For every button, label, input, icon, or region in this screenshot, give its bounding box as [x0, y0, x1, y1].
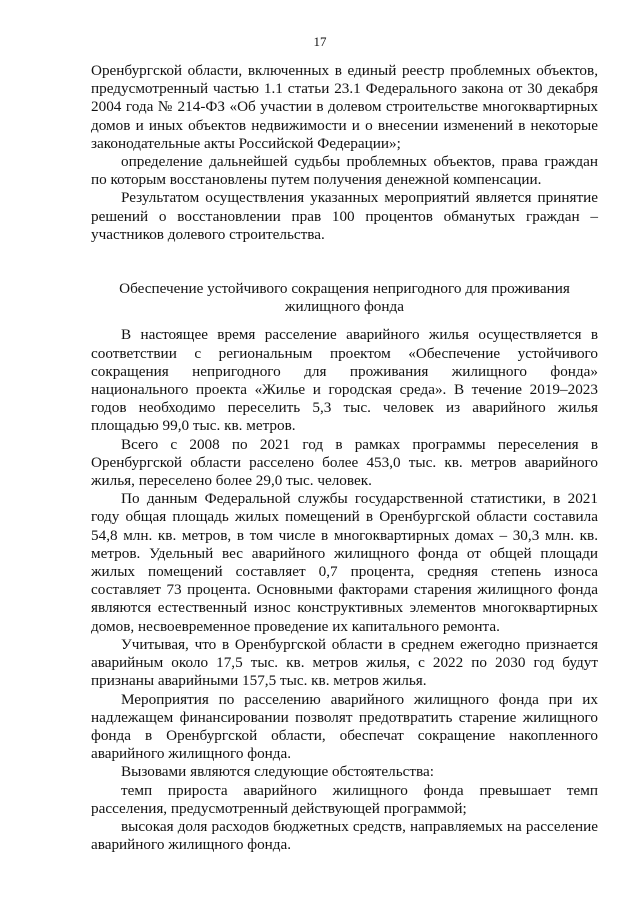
- paragraph: Оренбургской области, включенных в единый реестр проблемных объектов, предусмотренный частью 1.1 статьи 23.1 Федерального закона от 30 декабря 2004 года № 214-ФЗ «Об участии в долевом строительстве многоквартирных домов и иных объектов недвижимости и о внесении изменений в некоторые законодательные акты Российской Федерации»;: [91, 62, 598, 152]
- page-number: 17: [313, 34, 327, 49]
- paragraph: В настоящее время расселение аварийного жилья осуществляется в соответствии с региональным проектом «Обеспечение устойчивого сокращения непригодного для проживания жилищного фонда» национального проекта «Жилье и городская среда». В течение 2019–2023 годов необходимо переселить 5,3 тыс. человек из аварийного жилья площадью 99,0 тыс. кв. метров.: [91, 326, 598, 435]
- paragraph: Мероприятия по расселению аварийного жилищного фонда при их надлежащем финансировании позволят предотвратить старение жилищного фонда в Оренбургской области, обеспечат сокращение накопленного аварийного жилищного фонда.: [91, 690, 598, 763]
- paragraph: Всего с 2008 по 2021 год в рамках программы переселения в Оренбургской области расселено более 453,0 тыс. кв. метров аварийного жилья, переселено более 29,0 тыс. человек.: [91, 435, 598, 490]
- paragraph: По данным Федеральной службы государственной статистики, в 2021 году общая площадь жилых помещений в Оренбургской области составила 54,8 млн. кв. метров, в том числе в многоквартирных домах – 30,3 млн. кв. метров. Удельный вес аварийного жилищного фонда от общей площади жилых помещений составляет 0,7 процента, средняя степень износа составляет 73 процента. Основными факторами старения жилищного фонда являются естественный износ конструктивных элементов многоквартирных домов, несвоевременное проведение их капитального ремонта.: [91, 490, 598, 635]
- paragraph: высокая доля расходов бюджетных средств, направляемых на расселение аварийного жилищного фонда.: [91, 817, 598, 854]
- section-heading: Обеспечение устойчивого сокращения непригодного для проживания жилищного фонда: [119, 280, 570, 316]
- document-body: [91, 62, 598, 854]
- paragraph: темп прироста аварийного жилищного фонда превышает темп расселения, предусмотренный действующей программой;: [91, 781, 598, 817]
- paragraph: Результатом осуществления указанных мероприятий является принятие решений о восстановлении прав 100 процентов обманутых граждан – участников долевого строительства.: [91, 189, 598, 243]
- paragraph: Вызовами являются следующие обстоятельства:: [121, 763, 434, 781]
- paragraph: определение дальнейшей судьбы проблемных объектов, права граждан по которым восстановлены путем получения денежной компенсации.: [91, 153, 598, 189]
- paragraph: Учитывая, что в Оренбургской области в среднем ежегодно признается аварийным около 17,5 тыс. кв. метров жилья, с 2022 по 2030 год будут признаны аварийными 157,5 тыс. кв. метров жилья.: [91, 635, 598, 690]
